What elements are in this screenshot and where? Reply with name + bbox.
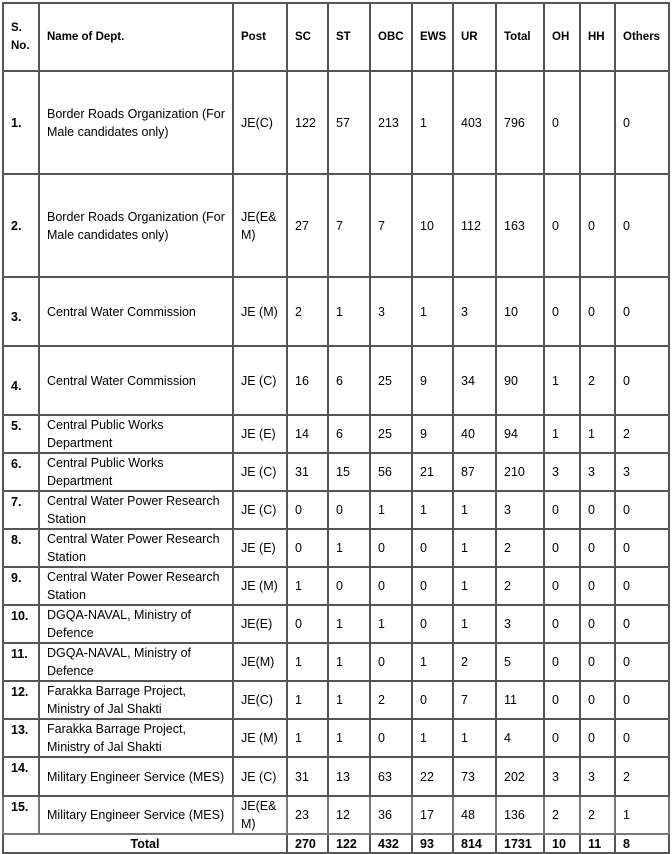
cell-sc: 16 xyxy=(287,346,328,415)
cell-oh: 0 xyxy=(544,174,580,277)
cell-hh: 0 xyxy=(580,174,615,277)
totals-row xyxy=(3,834,669,853)
cell-total: 5 xyxy=(496,643,544,681)
cell-st: 1 xyxy=(328,605,370,643)
cell-sno: 12. xyxy=(3,681,39,719)
cell-sno: 15. xyxy=(3,796,39,834)
cell-st: 6 xyxy=(328,346,370,415)
cell-hh xyxy=(580,71,615,174)
cell-oh: 0 xyxy=(544,605,580,643)
cell-ur: 112 xyxy=(453,174,496,277)
cell-hh: 0 xyxy=(580,491,615,529)
cell-hh: 2 xyxy=(580,346,615,415)
cell-hh: 0 xyxy=(580,529,615,567)
cell-st: 1 xyxy=(328,719,370,757)
cell-ews: 17 xyxy=(412,796,453,834)
table-row xyxy=(3,491,669,529)
cell-others: 0 xyxy=(615,491,669,529)
cell-total: 796 xyxy=(496,71,544,174)
cell-post: JE (C) xyxy=(233,757,287,796)
cell-obc: 3 xyxy=(370,277,412,346)
cell-sc: 0 xyxy=(287,491,328,529)
cell-obc: 1 xyxy=(370,605,412,643)
cell-total: 136 xyxy=(496,796,544,834)
cell-ur: 1 xyxy=(453,491,496,529)
cell-total: 2 xyxy=(496,529,544,567)
cell-post: JE (E) xyxy=(233,529,287,567)
cell-hh: 1 xyxy=(580,415,615,453)
cell-post: JE (C) xyxy=(233,453,287,491)
cell-oh: 2 xyxy=(544,796,580,834)
cell-dept: Farakka Barrage Project, Ministry of Jal Shakti xyxy=(39,681,233,719)
cell-ur: 7 xyxy=(453,681,496,719)
cell-ur: 1 xyxy=(453,529,496,567)
cell-ur: 73 xyxy=(453,757,496,796)
cell-ur: 34 xyxy=(453,346,496,415)
cell-ews: 1 xyxy=(412,491,453,529)
cell-ews: 0 xyxy=(412,567,453,605)
cell-ur: 48 xyxy=(453,796,496,834)
header-ur: UR xyxy=(453,3,496,71)
cell-sno: 5. xyxy=(3,415,39,453)
table-row xyxy=(3,277,669,346)
cell-sno: 10. xyxy=(3,605,39,643)
cell-dept: Central Water Commission xyxy=(39,277,233,346)
cell-sno: 13. xyxy=(3,719,39,757)
cell-st: 0 xyxy=(328,567,370,605)
cell-st: 57 xyxy=(328,71,370,174)
cell-post: JE (M) xyxy=(233,719,287,757)
cell-hh: 2 xyxy=(580,796,615,834)
cell-obc: 0 xyxy=(370,719,412,757)
cell-oh: 0 xyxy=(544,681,580,719)
table-row xyxy=(3,757,669,796)
cell-obc: 25 xyxy=(370,415,412,453)
cell-obc: 36 xyxy=(370,796,412,834)
cell-sc: 1 xyxy=(287,681,328,719)
cell-obc: 0 xyxy=(370,643,412,681)
cell-st: 13 xyxy=(328,757,370,796)
cell-ews: 1 xyxy=(412,277,453,346)
cell-sc: 0 xyxy=(287,529,328,567)
header-hh: HH xyxy=(580,3,615,71)
cell-ews: 1 xyxy=(412,71,453,174)
cell-st: 1 xyxy=(328,529,370,567)
cell-oh: 0 xyxy=(544,567,580,605)
cell-obc: 7 xyxy=(370,174,412,277)
cell-others: 0 xyxy=(615,643,669,681)
cell-others: 2 xyxy=(615,757,669,796)
cell-total: 3 xyxy=(496,605,544,643)
cell-ur: 403 xyxy=(453,71,496,174)
cell-sno: 4. xyxy=(3,346,39,415)
cell-post: JE (M) xyxy=(233,567,287,605)
cell-total: 4 xyxy=(496,719,544,757)
cell-ews: 22 xyxy=(412,757,453,796)
cell-dept: Military Engineer Service (MES) xyxy=(39,796,233,834)
cell-hh: 3 xyxy=(580,757,615,796)
cell-ur: 87 xyxy=(453,453,496,491)
cell-dept: Central Water Power Research Station xyxy=(39,491,233,529)
cell-ews: 10 xyxy=(412,174,453,277)
cell-post: JE (C) xyxy=(233,491,287,529)
cell-oh: 0 xyxy=(544,529,580,567)
cell-ews: 9 xyxy=(412,346,453,415)
cell-dept: Central Public Works Department xyxy=(39,453,233,491)
header-sc: SC xyxy=(287,3,328,71)
cell-sno: 2. xyxy=(3,174,39,277)
cell-ur: 1 xyxy=(453,719,496,757)
cell-dept: Military Engineer Service (MES) xyxy=(39,757,233,796)
cell-post: JE (C) xyxy=(233,346,287,415)
cell-ur: 3 xyxy=(453,277,496,346)
cell-ews: 21 xyxy=(412,453,453,491)
cell-sc: 27 xyxy=(287,174,328,277)
cell-sno: 11. xyxy=(3,643,39,681)
cell-others: 3 xyxy=(615,453,669,491)
cell-st: 1 xyxy=(328,643,370,681)
cell-obc: 213 xyxy=(370,71,412,174)
total-obc: 432 xyxy=(370,834,412,853)
header-ews: EWS xyxy=(412,3,453,71)
cell-total: 202 xyxy=(496,757,544,796)
cell-st: 6 xyxy=(328,415,370,453)
cell-oh: 0 xyxy=(544,71,580,174)
cell-hh: 0 xyxy=(580,567,615,605)
header-row xyxy=(3,3,669,71)
total-others: 8 xyxy=(615,834,669,853)
cell-others: 1 xyxy=(615,796,669,834)
total-oh: 10 xyxy=(544,834,580,853)
cell-others: 0 xyxy=(615,605,669,643)
cell-oh: 0 xyxy=(544,277,580,346)
cell-st: 0 xyxy=(328,491,370,529)
cell-oh: 1 xyxy=(544,346,580,415)
table-row xyxy=(3,605,669,643)
cell-dept: Border Roads Organization (For Male candidates only) xyxy=(39,174,233,277)
cell-sno: 14. xyxy=(3,757,39,796)
total-ews: 93 xyxy=(412,834,453,853)
cell-ur: 1 xyxy=(453,567,496,605)
cell-ur: 2 xyxy=(453,643,496,681)
cell-post: JE(E& M) xyxy=(233,796,287,834)
cell-obc: 1 xyxy=(370,491,412,529)
cell-dept: Central Water Power Research Station xyxy=(39,567,233,605)
cell-ews: 0 xyxy=(412,681,453,719)
cell-ur: 1 xyxy=(453,605,496,643)
total-ur: 814 xyxy=(453,834,496,853)
cell-sc: 2 xyxy=(287,277,328,346)
cell-obc: 25 xyxy=(370,346,412,415)
header-dept: Name of Dept. xyxy=(39,3,233,71)
cell-sno: 7. xyxy=(3,491,39,529)
cell-others: 2 xyxy=(615,415,669,453)
cell-hh: 0 xyxy=(580,681,615,719)
cell-total: 11 xyxy=(496,681,544,719)
cell-oh: 1 xyxy=(544,415,580,453)
cell-dept: DGQA-NAVAL, Ministry of Defence xyxy=(39,643,233,681)
table-row xyxy=(3,71,669,174)
cell-st: 7 xyxy=(328,174,370,277)
cell-ews: 0 xyxy=(412,529,453,567)
cell-sc: 31 xyxy=(287,453,328,491)
cell-dept: Central Water Commission xyxy=(39,346,233,415)
cell-dept: Central Public Works Department xyxy=(39,415,233,453)
cell-st: 12 xyxy=(328,796,370,834)
table-row xyxy=(3,415,669,453)
cell-obc: 0 xyxy=(370,529,412,567)
total-sc: 270 xyxy=(287,834,328,853)
cell-obc: 0 xyxy=(370,567,412,605)
cell-dept: Central Water Power Research Station xyxy=(39,529,233,567)
vacancy-table xyxy=(2,2,670,854)
cell-hh: 0 xyxy=(580,643,615,681)
cell-hh: 0 xyxy=(580,605,615,643)
table-row xyxy=(3,643,669,681)
cell-sc: 1 xyxy=(287,567,328,605)
cell-oh: 3 xyxy=(544,757,580,796)
table-row xyxy=(3,174,669,277)
cell-sc: 14 xyxy=(287,415,328,453)
table-row xyxy=(3,681,669,719)
cell-sc: 1 xyxy=(287,719,328,757)
cell-total: 10 xyxy=(496,277,544,346)
header-post: Post xyxy=(233,3,287,71)
cell-ews: 1 xyxy=(412,643,453,681)
cell-sno: 1. xyxy=(3,71,39,174)
header-total: Total xyxy=(496,3,544,71)
cell-total: 3 xyxy=(496,491,544,529)
cell-others: 0 xyxy=(615,277,669,346)
cell-sc: 122 xyxy=(287,71,328,174)
table-row xyxy=(3,796,669,834)
cell-post: JE (E) xyxy=(233,415,287,453)
cell-post: JE(E) xyxy=(233,605,287,643)
cell-obc: 56 xyxy=(370,453,412,491)
cell-ur: 40 xyxy=(453,415,496,453)
cell-others: 0 xyxy=(615,719,669,757)
cell-total: 2 xyxy=(496,567,544,605)
cell-oh: 0 xyxy=(544,491,580,529)
cell-oh: 0 xyxy=(544,643,580,681)
header-st: ST xyxy=(328,3,370,71)
cell-others: 0 xyxy=(615,346,669,415)
cell-dept: Farakka Barrage Project, Ministry of Jal Shakti xyxy=(39,719,233,757)
cell-sno: 3. xyxy=(3,277,39,346)
cell-others: 0 xyxy=(615,529,669,567)
cell-sno: 8. xyxy=(3,529,39,567)
header-obc: OBC xyxy=(370,3,412,71)
cell-st: 1 xyxy=(328,681,370,719)
cell-others: 0 xyxy=(615,567,669,605)
header-sno: S. No. xyxy=(3,3,39,71)
cell-ews: 9 xyxy=(412,415,453,453)
cell-dept: DGQA-NAVAL, Ministry of Defence xyxy=(39,605,233,643)
cell-oh: 3 xyxy=(544,453,580,491)
table-row xyxy=(3,719,669,757)
cell-obc: 63 xyxy=(370,757,412,796)
total-label: Total xyxy=(3,834,287,853)
cell-sc: 31 xyxy=(287,757,328,796)
total-hh: 11 xyxy=(580,834,615,853)
cell-sno: 6. xyxy=(3,453,39,491)
cell-total: 94 xyxy=(496,415,544,453)
table-row xyxy=(3,567,669,605)
cell-dept: Border Roads Organization (For Male candidates only) xyxy=(39,71,233,174)
cell-sc: 1 xyxy=(287,643,328,681)
cell-post: JE(M) xyxy=(233,643,287,681)
cell-st: 1 xyxy=(328,277,370,346)
cell-post: JE(C) xyxy=(233,681,287,719)
cell-total: 163 xyxy=(496,174,544,277)
cell-st: 15 xyxy=(328,453,370,491)
cell-ews: 1 xyxy=(412,719,453,757)
total-st: 122 xyxy=(328,834,370,853)
table-row xyxy=(3,346,669,415)
cell-others: 0 xyxy=(615,174,669,277)
cell-others: 0 xyxy=(615,681,669,719)
cell-others: 0 xyxy=(615,71,669,174)
table-row xyxy=(3,529,669,567)
cell-hh: 0 xyxy=(580,719,615,757)
cell-post: JE (M) xyxy=(233,277,287,346)
cell-obc: 2 xyxy=(370,681,412,719)
cell-post: JE(C) xyxy=(233,71,287,174)
cell-hh: 0 xyxy=(580,277,615,346)
cell-total: 210 xyxy=(496,453,544,491)
header-oh: OH xyxy=(544,3,580,71)
total-total: 1731 xyxy=(496,834,544,853)
cell-hh: 3 xyxy=(580,453,615,491)
header-others: Others xyxy=(615,3,669,71)
cell-post: JE(E& M) xyxy=(233,174,287,277)
table-row xyxy=(3,453,669,491)
cell-oh: 0 xyxy=(544,719,580,757)
cell-total: 90 xyxy=(496,346,544,415)
cell-sno: 9. xyxy=(3,567,39,605)
cell-sc: 0 xyxy=(287,605,328,643)
cell-sc: 23 xyxy=(287,796,328,834)
cell-ews: 0 xyxy=(412,605,453,643)
